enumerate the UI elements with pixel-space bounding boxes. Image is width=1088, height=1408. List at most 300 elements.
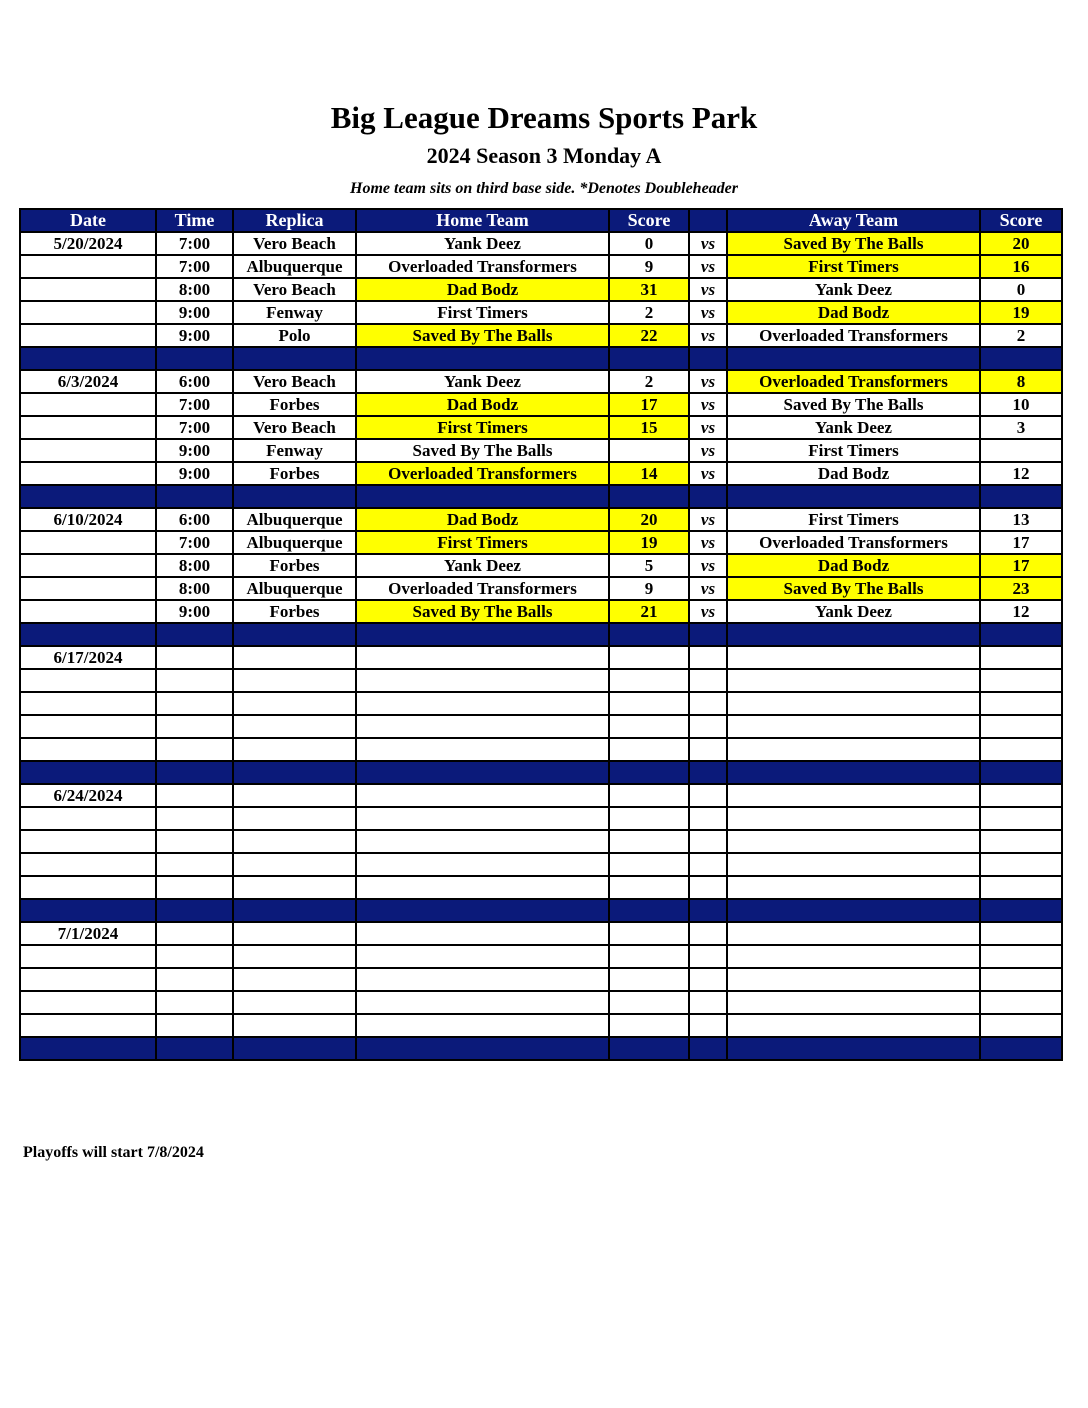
vs-cell: vs (689, 393, 727, 416)
away-score-cell (980, 439, 1062, 462)
replica-cell (233, 945, 356, 968)
week-separator-row (20, 347, 1062, 370)
home-score-cell: 9 (609, 255, 689, 278)
separator-cell (233, 1037, 356, 1060)
separator-cell (233, 347, 356, 370)
away-team-cell: Saved By The Balls (727, 577, 980, 600)
replica-cell: Vero Beach (233, 370, 356, 393)
vs-cell: vs (689, 370, 727, 393)
separator-cell (609, 347, 689, 370)
away-team-cell (727, 692, 980, 715)
table-row (20, 324, 1062, 347)
vs-cell: vs (689, 577, 727, 600)
separator-cell (727, 347, 980, 370)
separator-cell (980, 1037, 1062, 1060)
date-cell (20, 669, 156, 692)
time-cell: 9:00 (156, 600, 233, 623)
away-score-cell (980, 991, 1062, 1014)
date-cell (20, 577, 156, 600)
date-cell: 6/10/2024 (20, 508, 156, 531)
separator-cell (727, 761, 980, 784)
home-team-cell: Dad Bodz (356, 508, 609, 531)
home-team-cell (356, 853, 609, 876)
separator-cell (20, 899, 156, 922)
schedule-note: Home team sits on third base side. *Denotes Doubleheader (350, 180, 738, 197)
home-score-cell (609, 876, 689, 899)
table-row (20, 531, 1062, 554)
home-score-cell: 5 (609, 554, 689, 577)
time-cell (156, 738, 233, 761)
vs-cell: vs (689, 531, 727, 554)
home-team-cell (356, 991, 609, 1014)
time-cell (156, 715, 233, 738)
away-team-cell (727, 876, 980, 899)
separator-cell (609, 1037, 689, 1060)
table-row (20, 669, 1062, 692)
away-team-cell (727, 784, 980, 807)
away-team-cell: Yank Deez (727, 278, 980, 301)
away-team-cell (727, 1014, 980, 1037)
table-row (20, 646, 1062, 669)
replica-cell: Vero Beach (233, 278, 356, 301)
away-team-cell: First Timers (727, 439, 980, 462)
col-header-vs (689, 209, 727, 232)
away-score-cell: 10 (980, 393, 1062, 416)
replica-cell (233, 876, 356, 899)
replica-cell: Vero Beach (233, 232, 356, 255)
separator-cell (689, 761, 727, 784)
away-score-cell (980, 784, 1062, 807)
vs-cell (689, 876, 727, 899)
home-score-cell (609, 807, 689, 830)
away-score-cell: 17 (980, 554, 1062, 577)
home-team-cell (356, 715, 609, 738)
separator-cell (356, 761, 609, 784)
vs-cell (689, 830, 727, 853)
home-team-cell (356, 738, 609, 761)
separator-cell (980, 899, 1062, 922)
table-row (20, 393, 1062, 416)
date-cell: 6/17/2024 (20, 646, 156, 669)
home-score-cell (609, 968, 689, 991)
table-row (20, 577, 1062, 600)
away-team-cell (727, 646, 980, 669)
home-team-cell (356, 945, 609, 968)
home-team-cell (356, 646, 609, 669)
date-cell (20, 1014, 156, 1037)
home-score-cell (609, 439, 689, 462)
home-team-cell: First Timers (356, 531, 609, 554)
away-team-cell (727, 968, 980, 991)
time-cell: 6:00 (156, 370, 233, 393)
vs-cell: vs (689, 301, 727, 324)
away-team-cell: Overloaded Transformers (727, 370, 980, 393)
away-score-cell: 17 (980, 531, 1062, 554)
date-cell (20, 991, 156, 1014)
separator-cell (20, 1037, 156, 1060)
date-cell (20, 853, 156, 876)
date-cell (20, 807, 156, 830)
date-cell (20, 715, 156, 738)
home-score-cell: 0 (609, 232, 689, 255)
table-row (20, 508, 1062, 531)
replica-cell (233, 991, 356, 1014)
away-team-cell: Dad Bodz (727, 554, 980, 577)
separator-cell (609, 761, 689, 784)
time-cell: 8:00 (156, 278, 233, 301)
date-cell (20, 876, 156, 899)
separator-cell (609, 623, 689, 646)
away-score-cell (980, 830, 1062, 853)
week-separator-row (20, 1037, 1062, 1060)
separator-cell (156, 761, 233, 784)
away-team-cell: First Timers (727, 255, 980, 278)
home-score-cell: 19 (609, 531, 689, 554)
away-score-cell (980, 968, 1062, 991)
separator-cell (156, 1037, 233, 1060)
home-team-cell: First Timers (356, 416, 609, 439)
separator-cell (689, 347, 727, 370)
date-cell (20, 462, 156, 485)
separator-cell (233, 485, 356, 508)
home-team-cell (356, 807, 609, 830)
vs-cell (689, 853, 727, 876)
separator-cell (20, 485, 156, 508)
home-score-cell: 21 (609, 600, 689, 623)
separator-cell (356, 347, 609, 370)
replica-cell (233, 807, 356, 830)
away-team-cell (727, 807, 980, 830)
separator-cell (609, 485, 689, 508)
away-team-cell (727, 669, 980, 692)
vs-cell (689, 991, 727, 1014)
table-row (20, 853, 1062, 876)
separator-cell (727, 623, 980, 646)
time-cell: 7:00 (156, 393, 233, 416)
table-row (20, 301, 1062, 324)
date-cell (20, 324, 156, 347)
separator-cell (156, 623, 233, 646)
time-cell: 9:00 (156, 324, 233, 347)
separator-cell (727, 1037, 980, 1060)
away-score-cell: 2 (980, 324, 1062, 347)
home-score-cell (609, 1014, 689, 1037)
date-cell (20, 968, 156, 991)
time-cell (156, 830, 233, 853)
time-cell (156, 922, 233, 945)
away-score-cell (980, 646, 1062, 669)
separator-cell (233, 761, 356, 784)
home-score-cell: 31 (609, 278, 689, 301)
home-team-cell (356, 922, 609, 945)
separator-cell (980, 347, 1062, 370)
vs-cell (689, 1014, 727, 1037)
vs-cell: vs (689, 508, 727, 531)
away-team-cell: Overloaded Transformers (727, 324, 980, 347)
away-team-cell: First Timers (727, 508, 980, 531)
page-subtitle: 2024 Season 3 Monday A (426, 143, 662, 168)
date-cell (20, 278, 156, 301)
table-row (20, 945, 1062, 968)
replica-cell (233, 646, 356, 669)
away-score-cell: 19 (980, 301, 1062, 324)
date-cell (20, 600, 156, 623)
away-score-cell (980, 1014, 1062, 1037)
separator-cell (689, 1037, 727, 1060)
home-score-cell: 22 (609, 324, 689, 347)
table-row (20, 1014, 1062, 1037)
away-score-cell (980, 853, 1062, 876)
table-row (20, 692, 1062, 715)
separator-cell (356, 1037, 609, 1060)
vs-cell (689, 646, 727, 669)
separator-cell (356, 899, 609, 922)
week-separator-row (20, 623, 1062, 646)
date-cell: 6/3/2024 (20, 370, 156, 393)
separator-cell (980, 761, 1062, 784)
table-row (20, 232, 1062, 255)
home-score-cell (609, 991, 689, 1014)
table-row (20, 278, 1062, 301)
replica-cell: Vero Beach (233, 416, 356, 439)
date-cell: 5/20/2024 (20, 232, 156, 255)
separator-cell (156, 485, 233, 508)
away-score-cell: 12 (980, 462, 1062, 485)
home-score-cell (609, 715, 689, 738)
home-score-cell: 9 (609, 577, 689, 600)
schedule-table (19, 208, 1063, 1061)
separator-cell (689, 899, 727, 922)
date-cell (20, 830, 156, 853)
away-score-cell (980, 692, 1062, 715)
replica-cell: Forbes (233, 554, 356, 577)
time-cell: 9:00 (156, 301, 233, 324)
separator-cell (356, 485, 609, 508)
separator-cell (727, 899, 980, 922)
date-cell (20, 393, 156, 416)
vs-cell (689, 715, 727, 738)
time-cell (156, 991, 233, 1014)
separator-cell (689, 623, 727, 646)
time-cell: 8:00 (156, 554, 233, 577)
away-score-cell (980, 876, 1062, 899)
vs-cell (689, 807, 727, 830)
week-separator-row (20, 485, 1062, 508)
away-score-cell: 3 (980, 416, 1062, 439)
replica-cell: Albuquerque (233, 577, 356, 600)
header-row (20, 209, 1062, 232)
date-cell: 7/1/2024 (20, 922, 156, 945)
home-team-cell: Dad Bodz (356, 393, 609, 416)
away-team-cell (727, 945, 980, 968)
home-score-cell (609, 692, 689, 715)
home-team-cell: Yank Deez (356, 370, 609, 393)
replica-cell (233, 968, 356, 991)
vs-cell: vs (689, 278, 727, 301)
date-cell (20, 738, 156, 761)
home-team-cell: Overloaded Transformers (356, 577, 609, 600)
table-row (20, 416, 1062, 439)
time-cell (156, 968, 233, 991)
replica-cell (233, 830, 356, 853)
away-score-cell: 23 (980, 577, 1062, 600)
away-score-cell: 12 (980, 600, 1062, 623)
table-row (20, 807, 1062, 830)
home-team-cell (356, 1014, 609, 1037)
vs-cell (689, 669, 727, 692)
away-score-cell (980, 922, 1062, 945)
home-score-cell (609, 853, 689, 876)
home-team-cell: Saved By The Balls (356, 439, 609, 462)
away-score-cell (980, 945, 1062, 968)
away-team-cell: Dad Bodz (727, 462, 980, 485)
home-team-cell: Saved By The Balls (356, 324, 609, 347)
home-score-cell (609, 830, 689, 853)
vs-cell: vs (689, 416, 727, 439)
home-team-cell: Saved By The Balls (356, 600, 609, 623)
table-row (20, 738, 1062, 761)
separator-cell (980, 623, 1062, 646)
home-score-cell (609, 738, 689, 761)
date-cell (20, 301, 156, 324)
replica-cell: Fenway (233, 301, 356, 324)
table-row (20, 600, 1062, 623)
away-team-cell: Yank Deez (727, 600, 980, 623)
week-separator-row (20, 899, 1062, 922)
replica-cell (233, 853, 356, 876)
replica-cell (233, 692, 356, 715)
playoffs-note: Playoffs will start 7/8/2024 (23, 1144, 204, 1161)
replica-cell: Forbes (233, 600, 356, 623)
home-score-cell: 2 (609, 370, 689, 393)
table-row (20, 715, 1062, 738)
separator-cell (980, 485, 1062, 508)
vs-cell: vs (689, 255, 727, 278)
vs-cell (689, 945, 727, 968)
home-team-cell: Overloaded Transformers (356, 462, 609, 485)
separator-cell (20, 761, 156, 784)
time-cell: 7:00 (156, 531, 233, 554)
vs-cell (689, 784, 727, 807)
separator-cell (233, 899, 356, 922)
vs-cell: vs (689, 600, 727, 623)
replica-cell: Fenway (233, 439, 356, 462)
away-team-cell: Saved By The Balls (727, 232, 980, 255)
vs-cell: vs (689, 462, 727, 485)
away-score-cell (980, 807, 1062, 830)
time-cell (156, 1014, 233, 1037)
away-score-cell (980, 715, 1062, 738)
replica-cell (233, 784, 356, 807)
table-row (20, 255, 1062, 278)
replica-cell (233, 738, 356, 761)
date-cell (20, 416, 156, 439)
home-team-cell (356, 876, 609, 899)
separator-cell (20, 347, 156, 370)
home-score-cell (609, 922, 689, 945)
date-cell (20, 255, 156, 278)
col-header-time: Time (156, 209, 233, 232)
replica-cell: Polo (233, 324, 356, 347)
separator-cell (156, 899, 233, 922)
vs-cell (689, 968, 727, 991)
table-row (20, 439, 1062, 462)
home-team-cell: First Timers (356, 301, 609, 324)
home-team-cell (356, 692, 609, 715)
page-title: Big League Dreams Sports Park (330, 100, 758, 135)
vs-cell: vs (689, 439, 727, 462)
replica-cell: Forbes (233, 393, 356, 416)
time-cell (156, 692, 233, 715)
time-cell: 6:00 (156, 508, 233, 531)
away-score-cell: 16 (980, 255, 1062, 278)
schedule-body (20, 232, 1062, 1060)
time-cell: 8:00 (156, 577, 233, 600)
table-row (20, 830, 1062, 853)
home-score-cell (609, 669, 689, 692)
table-row (20, 784, 1062, 807)
table-row (20, 968, 1062, 991)
time-cell (156, 669, 233, 692)
time-cell: 9:00 (156, 439, 233, 462)
separator-cell (20, 623, 156, 646)
table-row (20, 554, 1062, 577)
replica-cell (233, 922, 356, 945)
replica-cell: Albuquerque (233, 531, 356, 554)
home-score-cell: 2 (609, 301, 689, 324)
time-cell (156, 876, 233, 899)
home-team-cell: Overloaded Transformers (356, 255, 609, 278)
home-team-cell: Yank Deez (356, 232, 609, 255)
away-team-cell (727, 991, 980, 1014)
away-score-cell: 13 (980, 508, 1062, 531)
away-team-cell (727, 830, 980, 853)
away-score-cell (980, 738, 1062, 761)
date-cell: 6/24/2024 (20, 784, 156, 807)
vs-cell (689, 692, 727, 715)
home-score-cell (609, 784, 689, 807)
table-row (20, 876, 1062, 899)
week-separator-row (20, 761, 1062, 784)
home-score-cell (609, 945, 689, 968)
away-team-cell (727, 853, 980, 876)
replica-cell (233, 715, 356, 738)
table-row (20, 462, 1062, 485)
time-cell (156, 853, 233, 876)
away-score-cell: 20 (980, 232, 1062, 255)
separator-cell (233, 623, 356, 646)
date-cell (20, 692, 156, 715)
col-header-home-score: Score (609, 209, 689, 232)
home-score-cell: 17 (609, 393, 689, 416)
home-team-cell (356, 968, 609, 991)
time-cell (156, 807, 233, 830)
home-team-cell: Yank Deez (356, 554, 609, 577)
away-team-cell: Overloaded Transformers (727, 531, 980, 554)
away-team-cell (727, 738, 980, 761)
vs-cell: vs (689, 554, 727, 577)
time-cell: 9:00 (156, 462, 233, 485)
col-header-date: Date (20, 209, 156, 232)
home-team-cell (356, 784, 609, 807)
replica-cell: Albuquerque (233, 255, 356, 278)
table-row (20, 370, 1062, 393)
col-header-away-team: Away Team (727, 209, 980, 232)
replica-cell: Forbes (233, 462, 356, 485)
away-team-cell (727, 922, 980, 945)
date-cell (20, 945, 156, 968)
vs-cell (689, 738, 727, 761)
